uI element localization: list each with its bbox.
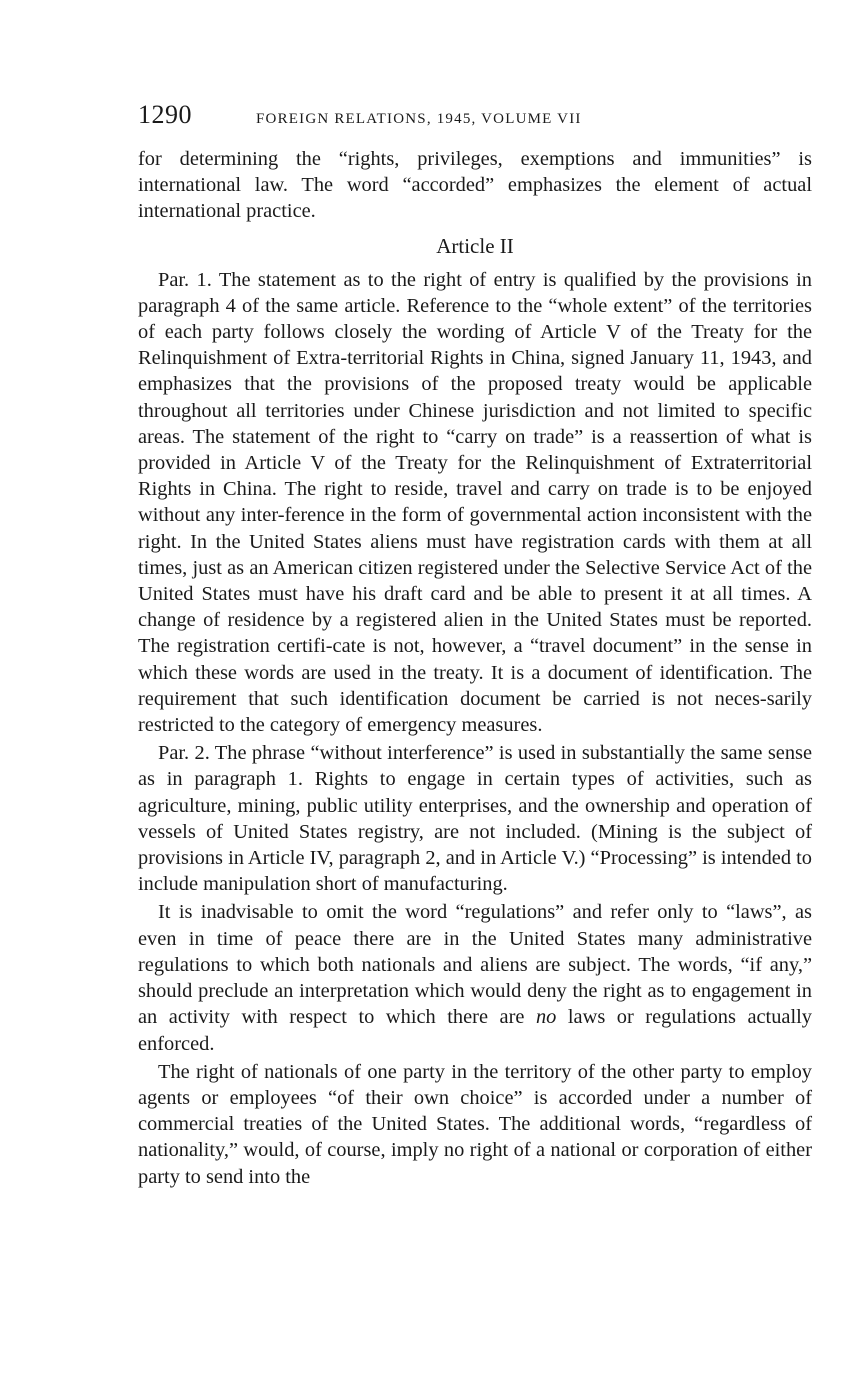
emphasis-no: no [535, 1006, 557, 1029]
paragraph-par-2: Par. 2. The phrase “without interference” is used in substantially the same sense as in paragraph 1. Rights to engage in certain types of activities, such as agriculture, mining, public utility enterprises, and the ownership and operation of vessels of United States registry, are not included. (Mining is the subject of provisions in Article IV, paragraph 2, and in Article V.) “Processing” is intended to include manipulation short of manufacturing. [138, 742, 812, 896]
running-title: FOREIGN RELATIONS, 1945, VOLUME VII [256, 111, 582, 127]
paragraph-regulations-text-end: laws or regulations actually enforced. [138, 1006, 812, 1055]
page-number: 1290 [138, 100, 192, 129]
paragraph-continuation: for determining the “rights, privileges, exemptions and immunities” is international law. The word “accorded” emphasizes the element of actual international practice. [138, 148, 812, 223]
article-heading: Article II [436, 233, 514, 258]
document-page [138, 100, 812, 1190]
paragraph-employees: The right of nationals of one party in the territory of the other party to employ agents or employees “of their own choice” is accorded under a number of commercial treaties of the United States. The additional words, “regardless of nationality,” would, of course, imply no right of a national or corporation of either party to send into the [138, 1060, 812, 1188]
paragraph-regulations [138, 899, 812, 1056]
running-header [138, 100, 812, 132]
paragraph-par-1: Par. 1. The statement as to the right of entry is qualified by the provisions in paragraph 4 of the same article. Reference to the “whole extent” of the territories of each party follows closely the wording of Article V of the Treaty for the Relinquishment of Extra-territorial Rights in China, signed January 11, 1943, and emphasizes that the provisions of the proposed treaty would be applicable throughout all territories under Chinese jurisdiction and not limited to specific areas. The statement of the right to “carry on trade” is a reassertion of what is provided in Article V of the Treaty for the Relinquishment of Extraterritorial Rights in China. The right to reside, travel and carry on trade is to be enjoyed without any inter-ference in the form of governmental action inconsistent with the right. In the United States aliens must have registration cards with them at all times, just as an American citizen registered under the Selective Service Act of the United States must have his draft card and be able to present it at all times. A change of residence by a registered alien in the United States must be reported. The registration certifi-cate is not, however, a “travel document” in the sense in which these words are used in the treaty. It is a document of identification. The requirement that such identification document be carried is not neces-sarily restricted to the category of emergency measures. [138, 268, 812, 737]
paragraph-regulations-text-start: It is inadvisable to omit the word “regulations” and refer only to “laws”, as even in time of peace there are in the United States many administrative regulations to which both nationals and aliens are subject. The words, “if any,” should preclude an interpretation which would deny the right as to engagement in an activity with respect to which there are [138, 901, 812, 1029]
